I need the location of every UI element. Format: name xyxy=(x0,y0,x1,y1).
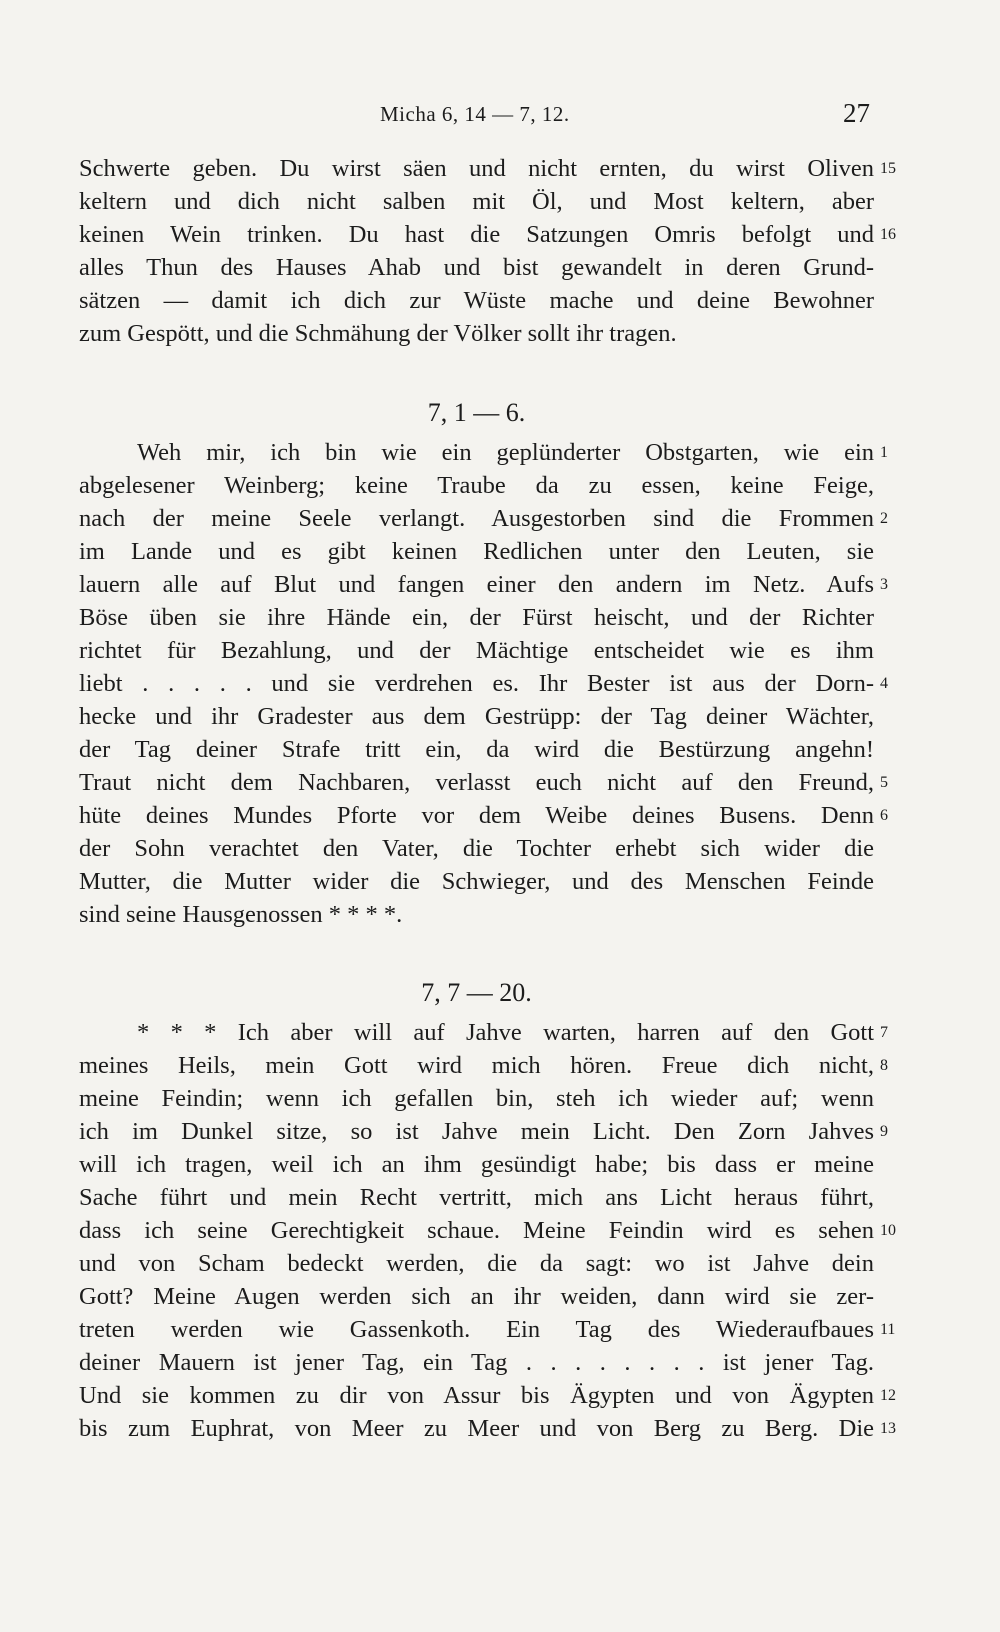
running-head xyxy=(380,98,870,128)
text-line: zum Gespött, und die Schmähung der Völker sollt ihr tragen. xyxy=(79,320,677,347)
text-line: Gott? Meine Augen werden sich an ihr weiden, dann wird sie zer- xyxy=(79,1283,874,1310)
text-line: deiner Mauern ist jener Tag, ein Tag . . . . . . . . ist jener Tag. xyxy=(79,1349,874,1376)
text-line: dass ich seine Gerechtigkeit schaue. Meine Feindin wird es sehen xyxy=(79,1217,874,1244)
text-line: sätzen — damit ich dich zur Wüste mache und deine Bewohner xyxy=(79,287,874,314)
text-line: Mutter, die Mutter wider die Schwieger, und des Menschen Feinde xyxy=(79,868,874,895)
verse-number: 6 xyxy=(880,807,888,824)
verse-number: 12 xyxy=(880,1387,896,1404)
verse-number: 7 xyxy=(880,1024,888,1041)
verse-number: 15 xyxy=(880,160,896,177)
verse-number: 1 xyxy=(880,444,888,461)
text-line: abgelesener Weinberg; keine Traube da zu essen, keine Feige, xyxy=(79,472,874,499)
verse-number: 13 xyxy=(880,1420,896,1437)
text-line: der Sohn verachtet den Vater, die Tochter erhebt sich wider die xyxy=(79,835,874,862)
text-line: hecke und ihr Gradester aus dem Gestrüpp: der Tag deiner Wächter, xyxy=(79,703,874,730)
text-line: Traut nicht dem Nachbaren, verlasst euch nicht auf den Freund, xyxy=(79,769,874,796)
text-line: richtet für Bezahlung, und der Mächtige entscheidet wie es ihm xyxy=(79,637,874,664)
verse-number: 2 xyxy=(880,510,888,527)
verse-number: 4 xyxy=(880,675,888,692)
text-line: keltern und dich nicht salben mit Öl, und Most keltern, aber xyxy=(79,188,874,215)
text-line: lauern alle auf Blut und fangen einer den andern im Netz. Aufs xyxy=(79,571,874,598)
verse-number: 16 xyxy=(880,226,896,243)
text-line: und von Scham bedeckt werden, die da sagt: wo ist Jahve dein xyxy=(79,1250,874,1277)
text-line: nach der meine Seele verlangt. Ausgestorben sind die Frommen xyxy=(79,505,874,532)
running-title: Micha 6, 14 — 7, 12. xyxy=(380,102,570,126)
verse-number: 11 xyxy=(880,1321,896,1338)
verse-number: 8 xyxy=(880,1057,888,1074)
verse-number: 9 xyxy=(880,1123,888,1140)
text-line: der Tag deiner Strafe tritt ein, da wird die Bestürzung angehn! xyxy=(79,736,874,763)
text-line: keinen Wein trinken. Du hast die Satzungen Omris befolgt und xyxy=(79,221,874,248)
verse-number: 3 xyxy=(880,576,888,593)
text-line: bis zum Euphrat, von Meer zu Meer und von Berg zu Berg. Die xyxy=(79,1415,874,1442)
text-line: Weh mir, ich bin wie ein geplünderter Obstgarten, wie ein xyxy=(137,439,874,466)
text-line: alles Thun des Hauses Ahab und bist gewandelt in deren Grund- xyxy=(79,254,874,281)
section-heading: 7, 7 — 20. xyxy=(421,978,532,1007)
page-number: 27 xyxy=(843,98,870,128)
text-line: Und sie kommen zu dir von Assur bis Ägypten und von Ägypten xyxy=(79,1382,874,1409)
text-line: treten werden wie Gassenkoth. Ein Tag des Wiederaufbaues xyxy=(79,1316,874,1343)
text-line: im Lande und es gibt keinen Redlichen unter den Leuten, sie xyxy=(79,538,874,565)
verse-number: 10 xyxy=(880,1222,896,1239)
text-line: * * * Ich aber will auf Jahve warten, harren auf den Gott xyxy=(137,1019,874,1046)
text-line: sind seine Hausgenossen * * * *. xyxy=(79,901,403,928)
section-heading: 7, 1 — 6. xyxy=(427,398,526,427)
text-line: meine Feindin; wenn ich gefallen bin, steh ich wieder auf; wenn xyxy=(79,1085,874,1112)
text-line: hüte deines Mundes Pforte vor dem Weibe deines Busens. Denn xyxy=(79,802,874,829)
text-line: meines Heils, mein Gott wird mich hören. Freue dich nicht, xyxy=(79,1052,874,1079)
text-line: will ich tragen, weil ich an ihm gesündigt habe; bis dass er meine xyxy=(79,1151,874,1178)
text-line: Böse üben sie ihre Hände ein, der Fürst heischt, und der Richter xyxy=(79,604,874,631)
text-line: Sache führt und mein Recht vertritt, mich ans Licht heraus führt, xyxy=(79,1184,874,1211)
text-line: Schwerte geben. Du wirst säen und nicht ernten, du wirst Oliven xyxy=(79,155,874,182)
verse-number: 5 xyxy=(880,774,888,791)
text-line: ich im Dunkel sitze, so ist Jahve mein Licht. Den Zorn Jahves xyxy=(79,1118,874,1145)
text-line: liebt . . . . . und sie verdrehen es. Ihr Bester ist aus der Dorn- xyxy=(79,670,874,697)
